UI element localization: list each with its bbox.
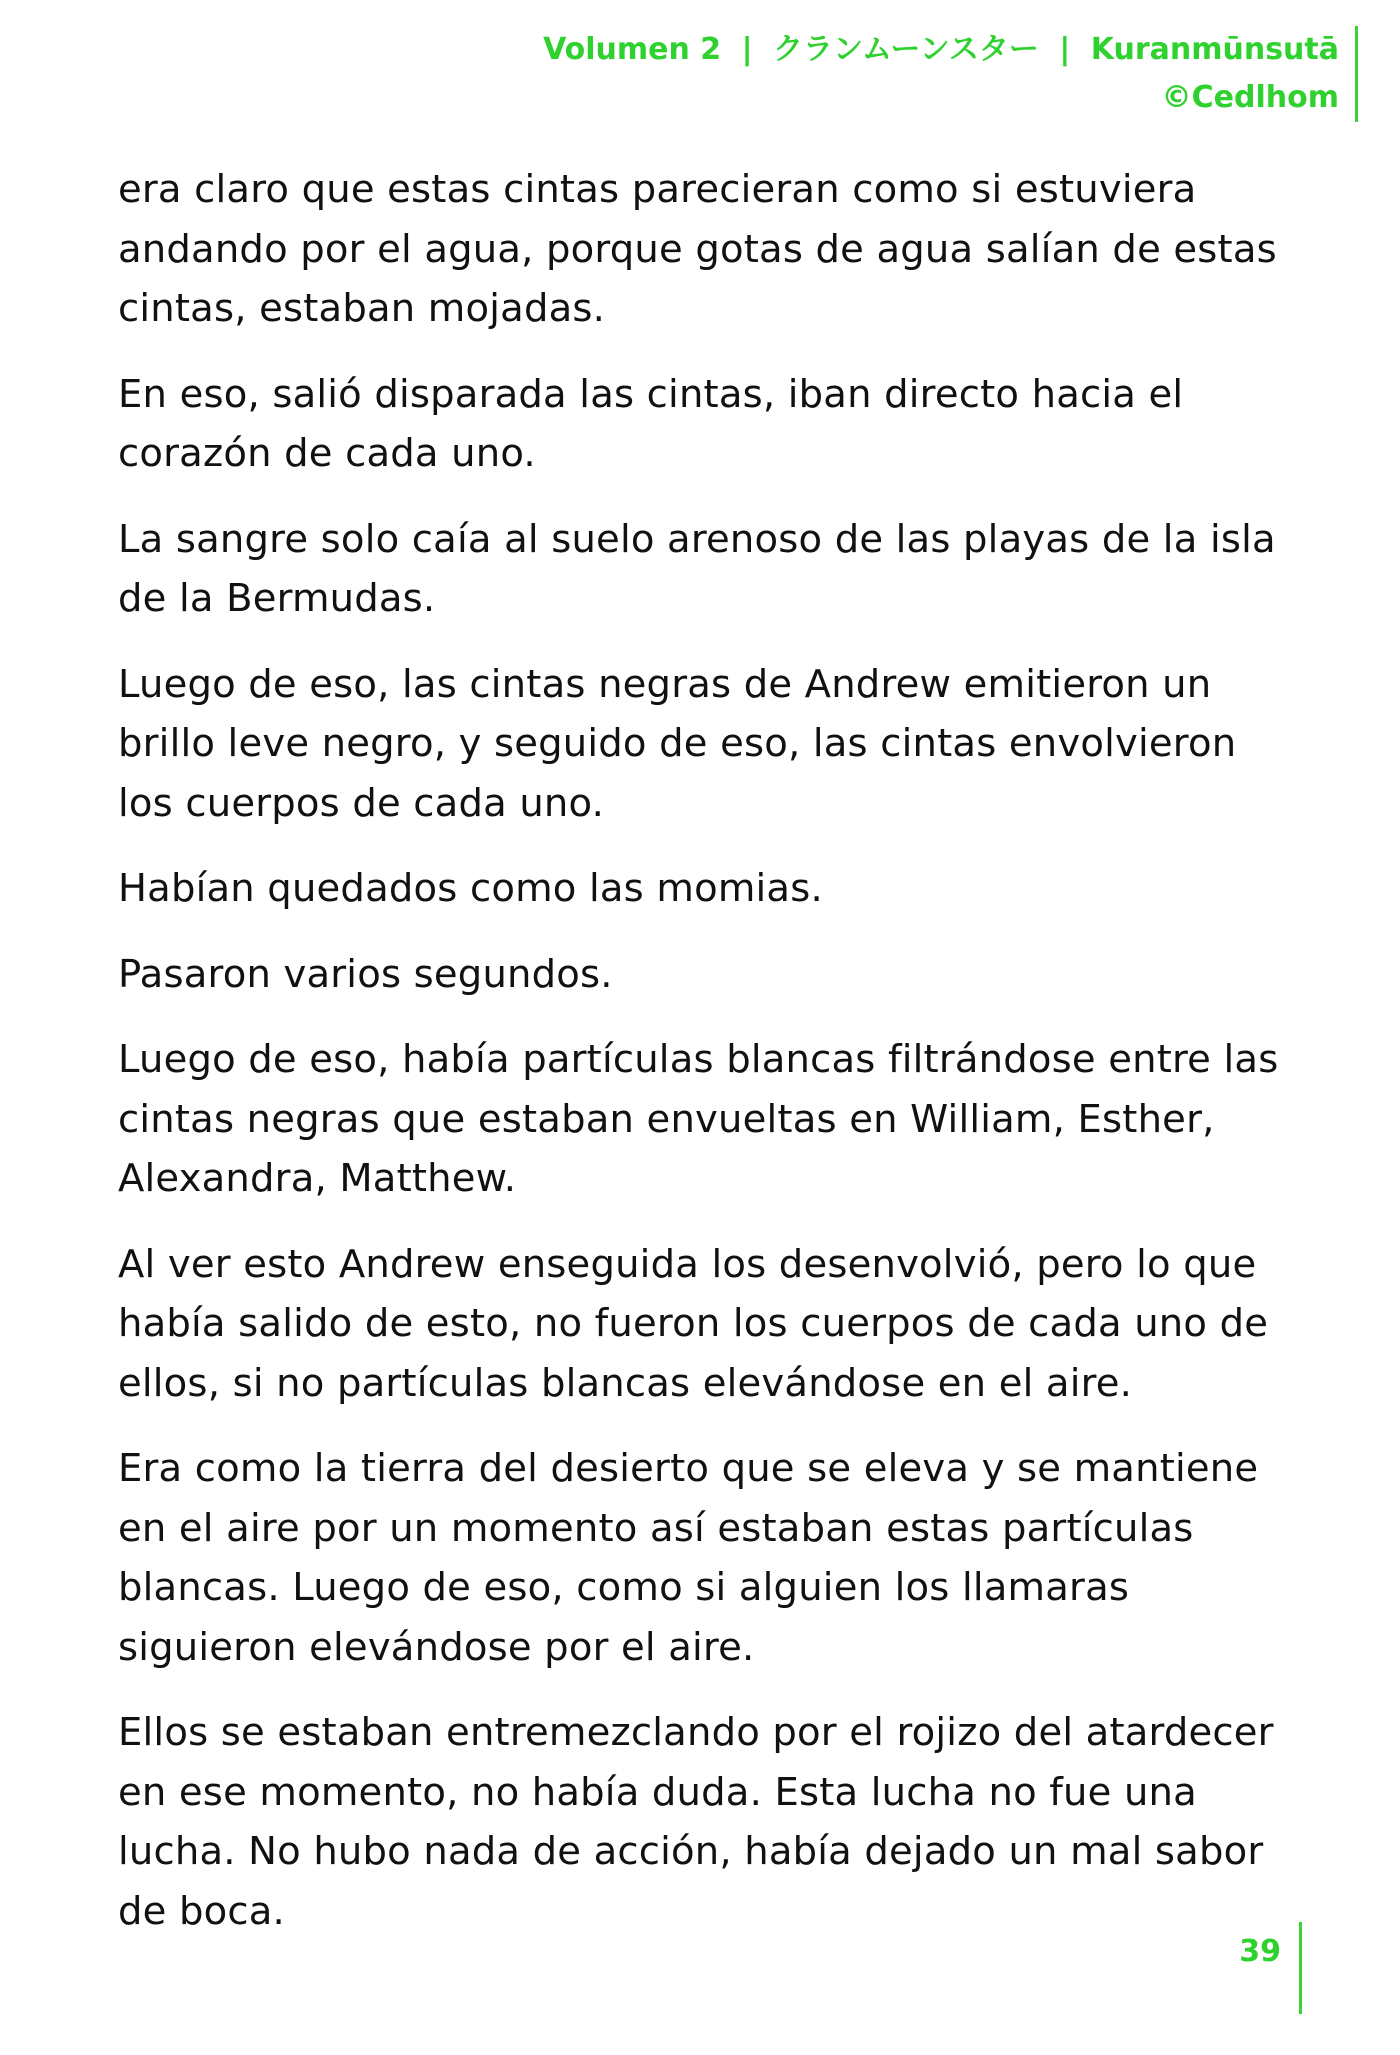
paragraph: era claro que estas cintas parecieran como si estuviera andando por el agua, porque gotas de agua salían de estas cintas, estaban mojadas. (118, 167, 1277, 331)
paragraph: Ellos se estaban entremezclando por el rojizo del atardecer en ese momento, no había duda. Esta lucha no fue una lucha. No hubo nada de acción, había dejado un mal sabor de boca. (118, 1710, 1274, 1934)
header-title-line (458, 26, 1339, 74)
paragraph: Era como la tierra del desierto que se eleva y se mantiene en el aire por un momento así estaban estas partículas blancas. Luego de eso, como si alguien los llamaras siguieron elevándose por el aire. (118, 1446, 1259, 1670)
page-footer (1239, 1922, 1302, 2014)
page-header (458, 26, 1358, 122)
paragraph: Al ver esto Andrew enseguida los desenvolvió, pero lo que había salido de esto, no fueron los cuerpos de cada uno de ellos, si no partículas blancas elevándose en el aire. (118, 1241, 1269, 1406)
copyright-label: ©Cedlhom (1161, 80, 1339, 115)
header-separator: | (1059, 32, 1071, 67)
volume-label: Volumen 2 (543, 32, 722, 67)
paragraph: Luego de eso, había partículas blancas filtrándose entre las cintas negras que estaban envueltas en William, Esther, Alexandra, Matthew. (118, 1037, 1279, 1201)
romanized-title: Kuranmūnsutā (1090, 32, 1339, 67)
paragraph: Luego de eso, las cintas negras de Andrew emitieron un brillo leve negro, y seguido de eso, las cintas envolvieron los cuerpos de cada uno. (118, 661, 1237, 826)
page-body (118, 160, 1298, 1967)
japanese-title: クランムーンスター (773, 32, 1039, 67)
paragraph: En eso, salió disparada las cintas, iban directo hacia el corazón de cada uno. (118, 371, 1184, 476)
paragraph: La sangre solo caía al suelo arenoso de las playas de la isla de la Bermudas. (118, 516, 1276, 621)
paragraph: Habían quedados como las momias. (118, 866, 823, 911)
header-separator: | (741, 32, 753, 67)
paragraph: Pasaron varios segundos. (118, 951, 613, 997)
page-number: 39 (1239, 1934, 1281, 1969)
